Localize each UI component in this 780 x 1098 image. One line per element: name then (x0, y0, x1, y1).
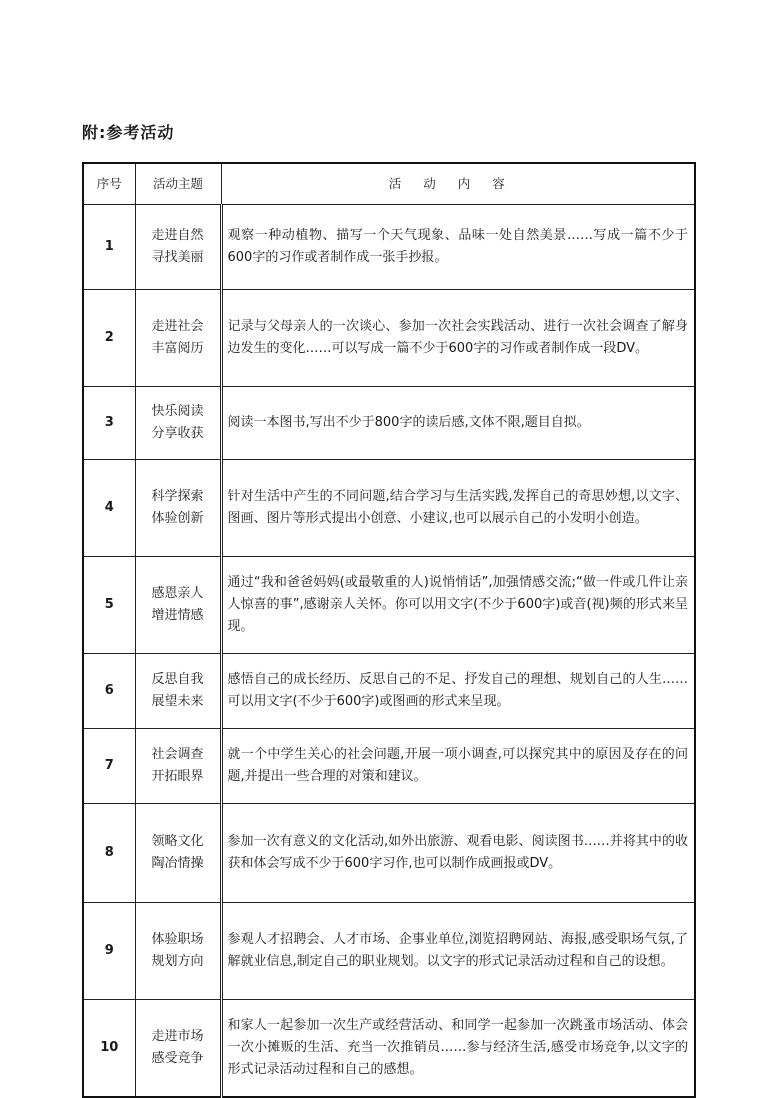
header-theme: 活动主题 (135, 163, 221, 205)
header-content: 活动内容 (221, 163, 695, 205)
table-row (83, 1000, 695, 1098)
theme-line-2: 增进情感 (151, 608, 204, 623)
table-row (83, 654, 695, 729)
table-row (83, 557, 695, 654)
row-theme (135, 205, 221, 290)
row-number: 6 (83, 654, 135, 729)
row-number: 8 (83, 804, 135, 903)
row-theme (135, 654, 221, 729)
row-content: 观察一种动植物、描写一个天气现象、品味一处自然美景……写成一篇不少于600字的习作或者制作成一张手抄报。 (221, 205, 695, 290)
theme-line-2: 展望未来 (151, 694, 204, 709)
row-content: 通过“我和爸爸妈妈(或最敬重的人)说悄悄话”,加强情感交流;“做一件或几件让亲人惊喜的事”,感谢亲人关怀。你可以用文字(不少于600字)或音(视)频的形式来呈现。 (221, 557, 695, 654)
row-theme (135, 387, 221, 460)
row-content: 参观人才招聘会、人才市场、企事业单位,浏览招聘网站、海报,感受职场气氛,了解就业信息,制定自己的职业规划。以文字的形式记录活动过程和自己的设想。 (221, 903, 695, 1000)
theme-line-1: 快乐阅读 (151, 404, 204, 419)
theme-line-1: 科学探索 (151, 489, 204, 504)
table-row (83, 804, 695, 903)
row-theme (135, 290, 221, 387)
row-theme (135, 804, 221, 903)
row-number: 3 (83, 387, 135, 460)
table-header-row (83, 163, 695, 205)
activities-table (82, 162, 696, 1098)
row-number: 10 (83, 1000, 135, 1098)
theme-line-2: 丰富阅历 (151, 341, 204, 356)
row-content: 参加一次有意义的文化活动,如外出旅游、观看电影、阅读图书……并将其中的收获和体会写成不少于600字习作,也可以制作成画报或DV。 (221, 804, 695, 903)
row-content: 阅读一本图书,写出不少于800字的读后感,文体不限,题目自拟。 (221, 387, 695, 460)
theme-line-2: 寻找美丽 (151, 250, 204, 265)
row-content: 记录与父母亲人的一次谈心、参加一次社会实践活动、进行一次社会调查了解身边发生的变化……可以写成一篇不少于600字的习作或者制作成一段DV。 (221, 290, 695, 387)
theme-line-1: 感恩亲人 (151, 586, 204, 601)
row-content: 感悟自己的成长经历、反思自己的不足、抒发自己的理想、规划自己的人生……可以用文字(不少于600字)或图画的形式来呈现。 (221, 654, 695, 729)
theme-line-2: 感受竞争 (151, 1051, 204, 1066)
row-number: 7 (83, 729, 135, 804)
theme-line-1: 走进社会 (151, 319, 204, 334)
table-row (83, 387, 695, 460)
theme-line-1: 领略文化 (151, 834, 204, 849)
theme-line-1: 走进自然 (151, 228, 204, 243)
theme-line-1: 社会调查 (151, 747, 204, 762)
table-row (83, 729, 695, 804)
table-row (83, 903, 695, 1000)
row-number: 9 (83, 903, 135, 1000)
table-row (83, 205, 695, 290)
row-content: 和家人一起参加一次生产或经营活动、和同学一起参加一次跳蚤市场活动、体会一次小摊贩的生活、充当一次推销员……参与经济生活,感受市场竞争,以文字的形式记录活动过程和自己的感想。 (221, 1000, 695, 1098)
theme-line-1: 走进市场 (151, 1029, 204, 1044)
row-number: 4 (83, 460, 135, 557)
theme-line-1: 反思自我 (151, 672, 204, 687)
page-heading: 附:参考活动 (82, 123, 175, 142)
row-theme (135, 557, 221, 654)
theme-line-2: 规划方向 (151, 954, 204, 969)
table-row (83, 460, 695, 557)
row-theme (135, 1000, 221, 1098)
theme-line-1: 体验职场 (151, 932, 204, 947)
theme-line-2: 开拓眼界 (151, 769, 204, 784)
row-content: 针对生活中产生的不同问题,结合学习与生活实践,发挥自己的奇思妙想,以文字、图画、图片等形式提出小创意、小建议,也可以展示自己的小发明小创造。 (221, 460, 695, 557)
theme-line-2: 体验创新 (151, 511, 204, 526)
row-number: 5 (83, 557, 135, 654)
header-number: 序号 (83, 163, 135, 205)
row-number: 2 (83, 290, 135, 387)
table-row (83, 290, 695, 387)
row-theme (135, 903, 221, 1000)
row-content: 就一个中学生关心的社会问题,开展一项小调查,可以探究其中的原因及存在的问题,并提出一些合理的对策和建议。 (221, 729, 695, 804)
theme-line-2: 分享收获 (151, 426, 204, 441)
row-number: 1 (83, 205, 135, 290)
theme-line-2: 陶冶情操 (151, 856, 204, 871)
row-theme (135, 460, 221, 557)
row-theme (135, 729, 221, 804)
